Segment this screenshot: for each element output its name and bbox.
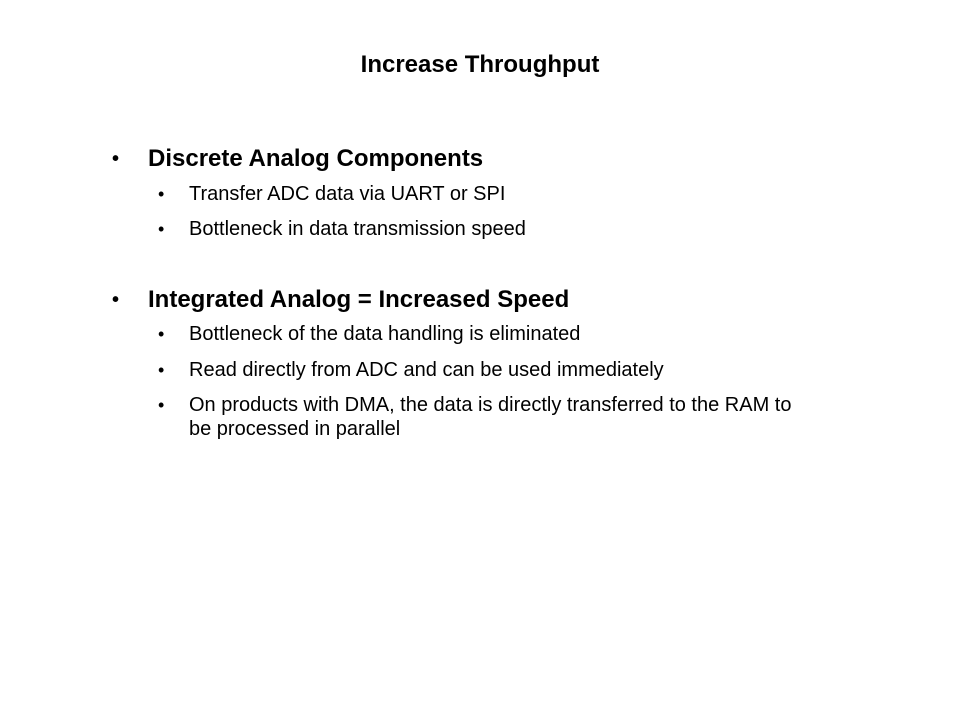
section-heading-text: Discrete Analog Components bbox=[148, 145, 484, 172]
list-item-text: On products with DMA, the data is directly transferred to the RAM to be processed in parallel bbox=[189, 394, 792, 440]
bullet-icon: • bbox=[158, 184, 165, 204]
list-item bbox=[158, 358, 858, 382]
list-item-text: Bottleneck of the data handling is eliminated bbox=[189, 323, 581, 345]
bullet-icon: • bbox=[158, 395, 165, 415]
bullet-icon: • bbox=[158, 324, 165, 344]
bullet-icon: • bbox=[158, 360, 165, 380]
slide-title: Increase Throughput bbox=[360, 51, 600, 78]
list-item-text: Bottleneck in data transmission speed bbox=[189, 218, 526, 240]
bullet-icon: • bbox=[112, 289, 120, 311]
list-item-text: Transfer ADC data via UART or SPI bbox=[189, 183, 506, 205]
bullet-icon: • bbox=[158, 219, 165, 239]
bullet-icon: • bbox=[112, 148, 120, 170]
list-item bbox=[158, 182, 858, 206]
list-item bbox=[158, 393, 818, 441]
section-heading-text: Integrated Analog = Increased Speed bbox=[148, 286, 570, 313]
list-item bbox=[158, 217, 858, 241]
list-item-text: Read directly from ADC and can be used immediately bbox=[189, 359, 664, 381]
list-item bbox=[158, 322, 858, 346]
